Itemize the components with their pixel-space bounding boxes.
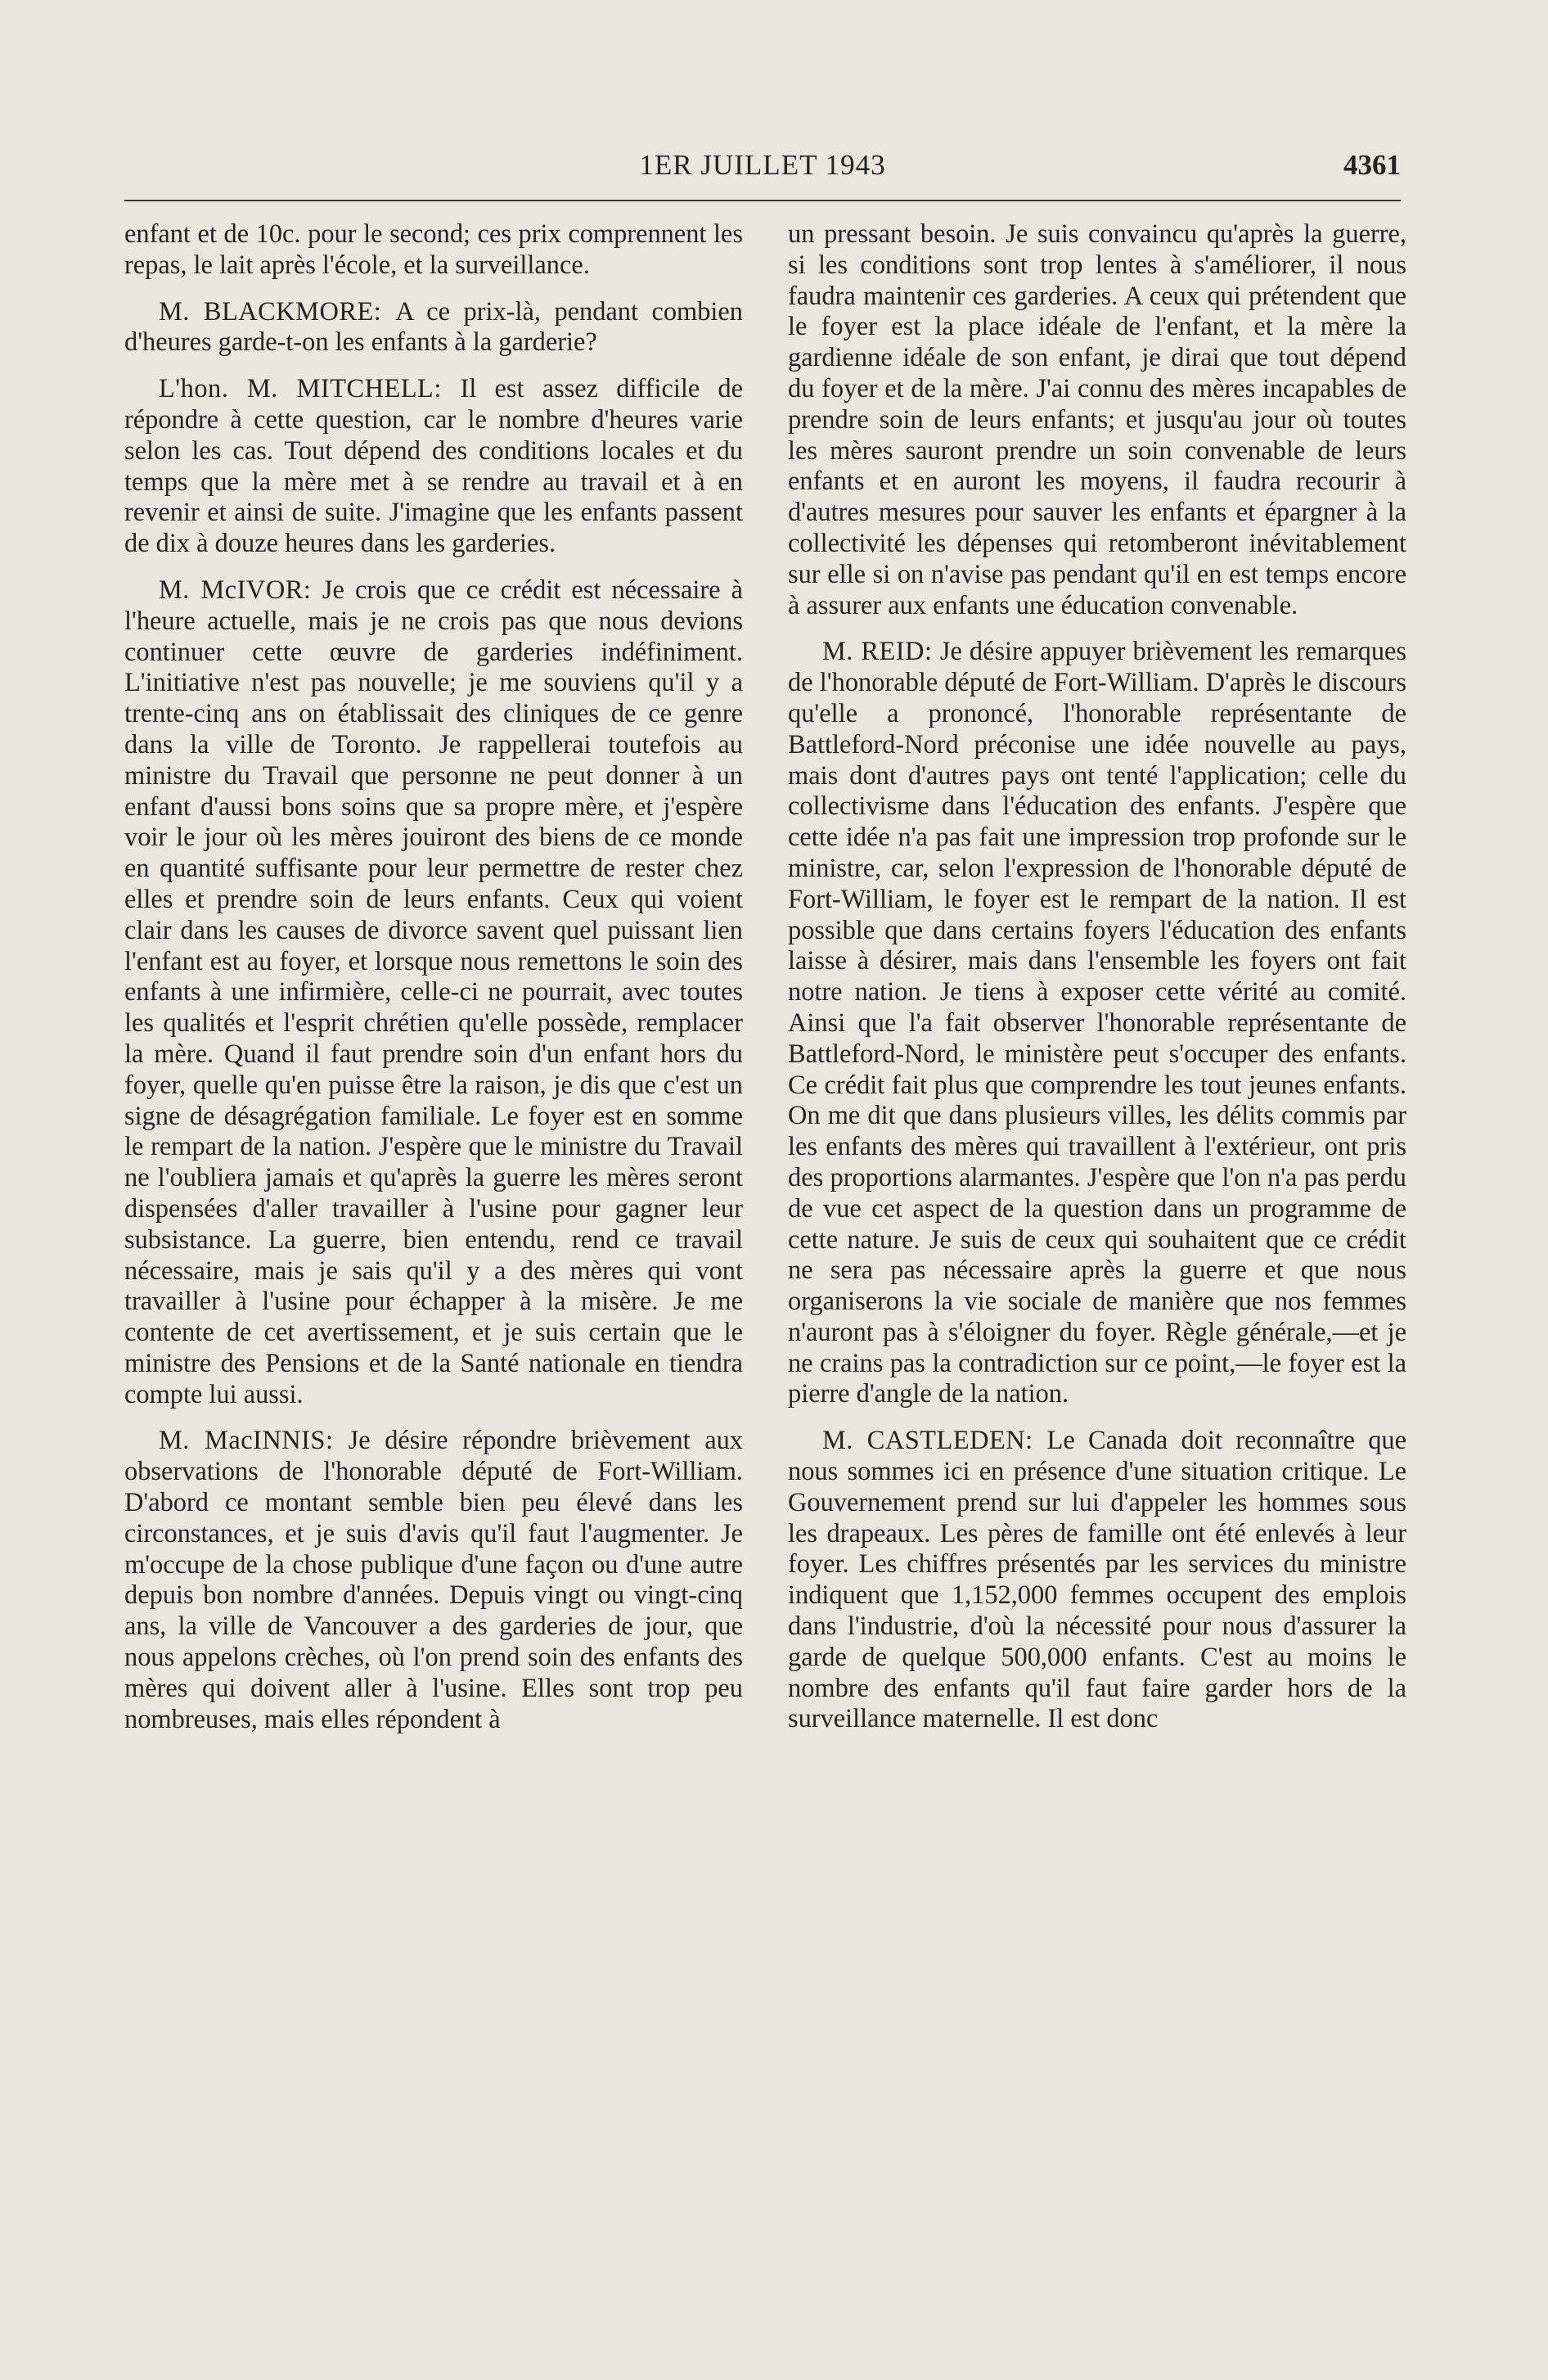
paragraph xyxy=(788,1426,1406,1735)
paragraph-text: Je désire répondre brièvement aux observations de l'honorable député de Fort-William. D'abord ce montant semble bien peu élevé dans les circonstances, et je suis d'avis qu'il faut l'augmenter. Je m'occupe de la chose publique d'une façon ou d'une autre depuis bon nombre d'années. Depuis vingt ou vingt-cinq ans, la ville de Vancouver a des garderies de jour, que nous appelons crèches, où l'on prend soin des enfants des mères qui doivent aller à l'usine. Elles sont trop peu nombreuses, mais elles répondent à xyxy=(124,1426,743,1734)
speaker-name: M. BLACKMORE: xyxy=(159,296,396,327)
paragraph xyxy=(124,219,743,282)
paragraph-text: enfant et de 10c. pour le second; ces prix comprennent les repas, le lait après l'école, et la surveillance. xyxy=(124,219,743,280)
paragraph xyxy=(124,297,743,359)
paragraph-text: Il est assez difficile de répondre à cette question, car le nombre d'heures varie selon les cas. Tout dépend des conditions locales et du temps que la mère met à se rendre au travail et à en revenir et ainsi de suite. J'imagine que les enfants passent de dix à douze heures dans les garderies. xyxy=(124,374,743,559)
page-number: 4361 xyxy=(1343,149,1401,181)
page-header xyxy=(124,149,1401,195)
right-column xyxy=(788,219,1406,1751)
paragraph xyxy=(124,575,743,1411)
paragraph xyxy=(788,219,1406,621)
paragraph-text: Je crois que ce crédit est nécessaire à l'heure actuelle, mais je ne crois pas que nous devions continuer cette œuvre de garderies indéfiniment. L'initiative n'est pas nouvelle; je me souviens qu'il y a trente-cinq ans on établissait des cliniques de ce genre dans la ville de Toronto. Je rappellerai toutefois au ministre du Travail que personne ne peut donner à un enfant d'aussi bons soins que sa propre mère, et j'espère voir le jour où les mères jouiront des biens de ce monde en quantité suffisante pour leur permettre de rester chez elles et prendre soin de leurs enfants. Ceux qui voient clair dans les causes de divorce savent quel puissant lien l'enfant est au foyer, et lorsque nous remettons le soin des enfants à une infirmière, celle-ci ne pourrait, avec toutes les qualités et l'esprit chrétien qu'elle possède, remplacer la mère. Quand il faut prendre soin d'un enfant hors du foyer, quelle qu'en puisse être la raison, je dis que c'est un signe de désagrégation familiale. Le foyer est en somme le rempart de la nation. J'espère que le ministre du Travail ne l'oubliera jamais et qu'après la guerre les mères seront dispensées d'aller travailler à l'usine pour gagner leur subsistance. La guerre, bien entendu, rend ce travail nécessaire, mais je sais qu'il y a des mères qui vont travailler à l'usine pour échapper à la misère. Je me contente de cet avertissement, et je suis certain que le ministre des Pensions et de la Santé nationale en tiendra compte lui aussi. xyxy=(124,575,743,1409)
speaker-name: M. MacINNIS: xyxy=(159,1426,349,1456)
paragraph xyxy=(788,637,1406,1410)
paragraph xyxy=(124,1426,743,1735)
running-head-date: 1ER JUILLET 1943 xyxy=(639,149,886,181)
paragraph-text: A ce prix-là, pendant combien d'heures garde-t-on les enfants à la garderie? xyxy=(124,296,743,358)
speaker-name: M. CASTLEDEN: xyxy=(822,1426,1047,1456)
header-rule xyxy=(124,200,1401,201)
paragraph-text: Le Canada doit reconnaître que nous sommes ici en présence d'une situation critique. Le Gouvernement prend sur lui d'appeler les hommes sous les drapeaux. Les pères de famille ont été enlevés à leur foyer. Les chiffres présentés par les services du ministre indiquent que 1,152,000 femmes occupent des emplois dans l'industrie, d'où la nécessité pour nous d'assurer la garde de quelque 500,000 enfants. C'est au moins le nombre des enfants qu'il faut faire garder hors de la surveillance maternelle. Il est donc xyxy=(788,1426,1407,1734)
speaker-name: M. REID: xyxy=(822,637,940,667)
paragraph-text: Je désire appuyer brièvement les remarques de l'honorable député de Fort-William. D'après le discours qu'elle a prononcé, l'honorable représentante de Battleford-Nord préconise une idée nouvelle au pays, mais dont d'autres pays ont tenté l'application; celle du collectivisme dans l'éducation des enfants. J'espère que cette idée n'a pas fait une impression trop profonde sur le ministre, car, selon l'expression de l'honorable député de Fort-William, le foyer est le rempart de la nation. Il est possible que dans certains foyers l'éducation des enfants laisse à désirer, mais dans l'ensemble les foyers ont fait notre nation. Je tiens à exposer cette vérité au comité. Ainsi que l'a fait observer l'honorable représentante de Battleford-Nord, le ministère peut s'occuper des enfants. Ce crédit fait plus que comprendre les tout jeunes enfants. On me dit que dans plusieurs villes, les délits commis par les enfants des mères qui travaillent à l'extérieur, ont pris des proportions alarmantes. J'espère que l'on n'a pas perdu de vue cet aspect de la question dans un programme de cette nature. Je suis de ceux qui souhaitent que ce crédit ne sera pas nécessaire après la guerre et que nous organiserons la vie sociale de manière que nos femmes n'auront pas à s'éloigner du foyer. Règle générale,—et je ne crains pas la contradiction sur ce point,—le foyer est la pierre d'angle de la nation. xyxy=(788,637,1406,1409)
speaker-name: M. McIVOR: xyxy=(159,575,322,605)
left-column xyxy=(124,219,743,1751)
paragraph xyxy=(124,374,743,560)
paragraph-text: un pressant besoin. Je suis convaincu qu'après la guerre, si les conditions sont trop lentes à s'améliorer, il nous faudra maintenir ces garderies. A ceux qui prétendent que le foyer est la place idéale de l'enfant, et la mère la gardienne idéale de son enfant, je dirai que tout dépend du foyer et de la mère. J'ai connu des mères incapables de prendre soin de leurs enfants; et jusqu'au jour où toutes les mères sauront prendre un soin convenable de leurs enfants et en auront les moyens, il faudra recourir à d'autres mesures pour sauver les enfants et épargner à la collectivité les dépenses qui retomberont inévitablement sur elle si on n'avise pas pendant qu'il en est temps encore à assurer aux enfants une éducation convenable. xyxy=(788,219,1406,620)
speaker-name: L'hon. M. MITCHELL: xyxy=(159,374,461,404)
